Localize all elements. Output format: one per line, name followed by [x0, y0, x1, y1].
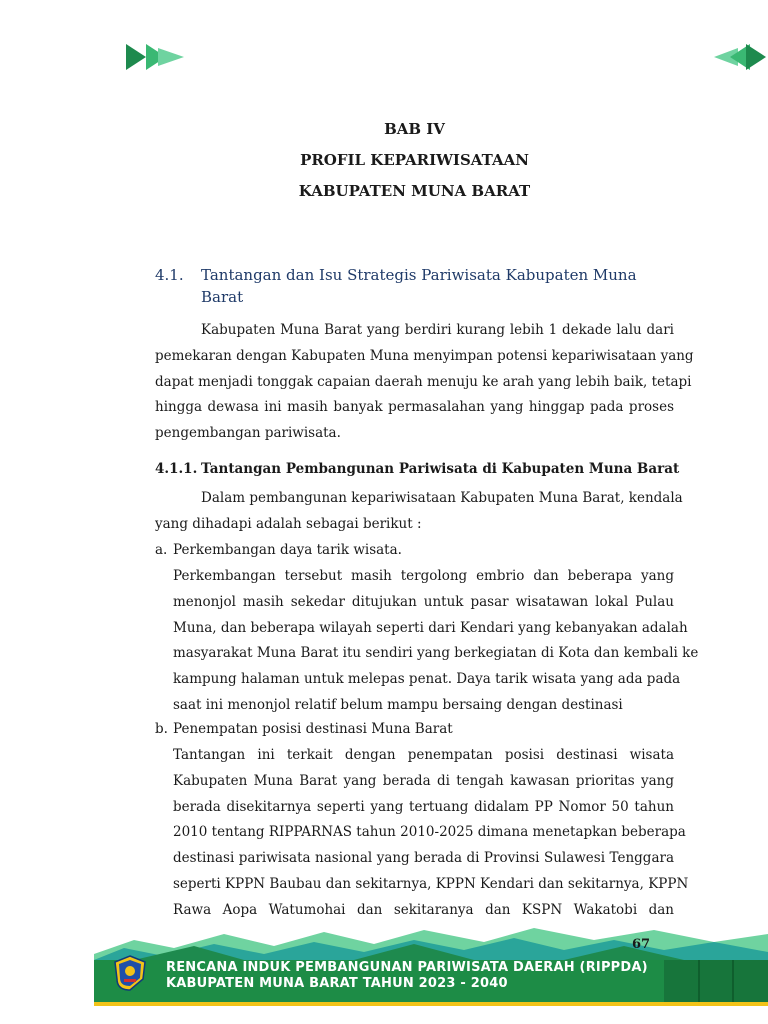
- chapter-number: BAB IV: [384, 120, 445, 138]
- page-number: 67: [632, 937, 651, 952]
- paragraph-line: pengembangan pariwisata.: [155, 425, 341, 442]
- chapter-title-line1: PROFIL KEPARIWISATAAN: [300, 151, 529, 169]
- list-item-b-body: [173, 743, 689, 924]
- footer-title-line2: KABUPATEN MUNA BARAT TAHUN 2023 - 2040: [166, 976, 508, 991]
- decorative-chevron-left-icon: [124, 40, 186, 74]
- paragraph-line: kampung halaman untuk melepas penat. Daya tarik wisata yang ada pada: [173, 671, 681, 688]
- paragraph-line: hingga dewasa ini masih banyak permasalahan yang hinggap pada proses: [155, 399, 674, 416]
- list-item-label: Perkembangan daya tarik wisata.: [173, 542, 402, 558]
- paragraph-line: seperti KPPN Baubau dan sekitarnya, KPPN Kendari dan sekitarnya, KPPN: [173, 875, 689, 892]
- chapter-heading: [155, 114, 674, 207]
- intro-paragraph: [155, 318, 694, 447]
- paragraph-line: Rawa Aopa Watumohai dan sekitaranya dan KSPN Wakatobi dan: [173, 901, 674, 918]
- paragraph-line: 2010 tentang RIPPARNAS tahun 2010-2025 dimana menetapkan beberapa: [173, 824, 686, 841]
- list-item-a-body: [173, 564, 699, 719]
- paragraph-line: yang dihadapi adalah sebagai berikut :: [155, 515, 422, 532]
- list-marker: b.: [155, 721, 168, 737]
- footer-title-line1: RENCANA INDUK PEMBANGUNAN PARIWISATA DAERAH (RIPPDA): [166, 960, 648, 975]
- list-marker: a.: [155, 542, 168, 558]
- chapter-title-line2: KABUPATEN MUNA BARAT: [298, 182, 531, 200]
- footer-title: [166, 960, 648, 992]
- paragraph-line: Dalam pembangunan kepariwisataan Kabupaten Muna Barat, kendala: [201, 490, 683, 506]
- lead-paragraph: [155, 486, 683, 538]
- paragraph-line: destinasi pariwisata nasional yang berada di Provinsi Sulawesi Tenggara: [173, 850, 674, 867]
- subsection-title: Tantangan Pembangunan Pariwisata di Kabupaten Muna Barat: [201, 461, 680, 477]
- paragraph-line: Kabupaten Muna Barat yang berdiri kurang lebih 1 dekade lalu dari: [201, 322, 674, 338]
- regency-emblem-icon: [113, 955, 147, 991]
- subsection-number: 4.1.1.: [155, 461, 198, 477]
- paragraph-line: menonjol masih sekedar ditujukan untuk pasar wisatawan lokal Pulau: [173, 593, 674, 610]
- paragraph-line: Perkembangan tersebut masih tergolong embrio dan beberapa yang: [173, 568, 674, 584]
- paragraph-line: pemekaran dengan Kabupaten Muna menyimpan potensi kepariwisataan yang: [155, 347, 694, 364]
- paragraph-line: berada disekitarnya seperti yang tertuang didalam PP Nomor 50 tahun: [173, 798, 674, 815]
- paragraph-line: masyarakat Muna Barat itu sendiri yang berkegiatan di Kota dan kembali ke: [173, 645, 699, 662]
- section-title: Tantangan dan Isu Strategis Pariwisata Kabupaten Muna Barat: [201, 266, 637, 306]
- paragraph-line: Tantangan ini terkait dengan penempatan posisi destinasi wisata: [173, 747, 674, 763]
- paragraph-line: dapat menjadi tonggak capaian daerah menuju ke arah yang lebih baik, tetapi: [155, 373, 692, 390]
- paragraph-line: Kabupaten Muna Barat yang berada di tengah kawasan prioritas yang: [173, 772, 674, 789]
- list-item-label: Penempatan posisi destinasi Muna Barat: [173, 721, 453, 737]
- decorative-chevron-right-icon: [712, 40, 768, 74]
- paragraph-line: saat ini menonjol relatif belum mampu bersaing dengan destinasi: [173, 696, 623, 713]
- section-number: 4.1.: [155, 266, 184, 284]
- paragraph-line: Muna, dan beberapa wilayah seperti dari Kendari yang kebanyakan adalah: [173, 619, 688, 636]
